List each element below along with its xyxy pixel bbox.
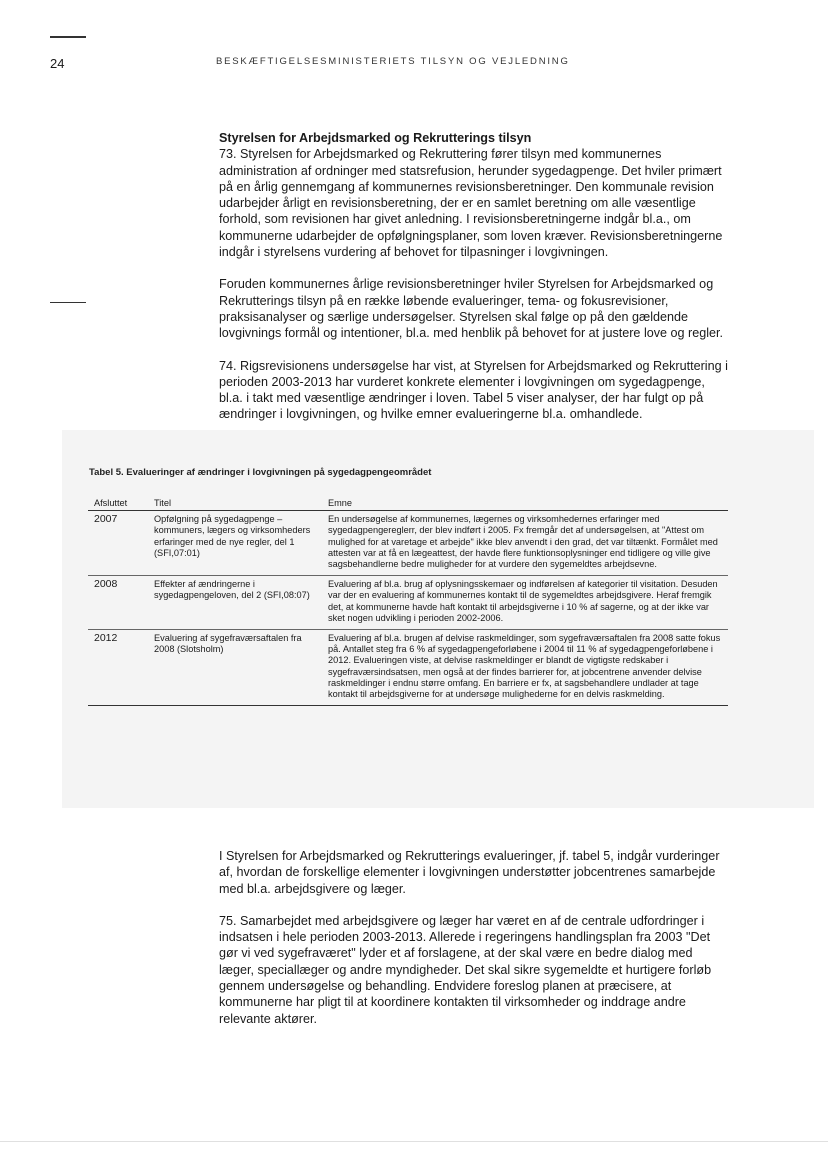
cell-title: Evaluering af sygefraværsaftalen fra 2008 (Slotsholm) [148,630,322,706]
cell-topic: Evaluering af bl.a. brug af oplysningsskemaer og indførelsen af kategorier til visitation. Desuden var der en evaluering af kommunernes kontakt til de sygemeldtes arbejdsgivere. Heraf fremgik det, at kommunerne havde haft kontakt til arbejdsgiverne i 10 % af sagerne, og at der ikke var sket nogen udvikling i perioden 2002-2006. [322,576,728,630]
cell-year: 2008 [88,576,148,630]
cell-topic: En undersøgelse af kommunernes, lægernes og virksomhedernes erfaringer med sygedagpengereglerr, der blev indført i 2005. Fx fremgår det af undersøgelsen, at "Attest om mulighed for at varetage et arbejde" ikke blev anvendt i den grad, det var tiltænkt. Formålet med attesten var at få en lægeattest, der havde flere funktionsoplysninger end tidligere og ville give sagsbehandlerne bedre muligheder for at vurdere den sygemeldtes arbejdsevne. [322,511,728,576]
paragraph-74: 74. Rigsrevisionens undersøgelse har vist, at Styrelsen for Arbejdsmarked og Rekruttering i perioden 2003-2013 har vurderet konkrete elementer i lovgivningen om sygedagpenge, bl.a. i takt med væsentlige ændringer i loven. Tabel 5 viser analyser, der har fulgt op på ændringer i lovgivningen, og hvilke emner evalueringerne bl.a. omhandlede. [219,358,728,422]
section-body [219,130,729,439]
paragraph-after-table: I Styrelsen for Arbejdsmarked og Rekrutterings evalueringer, jf. tabel 5, indgår vurderinger af, hvordan de forskellige elementer i lovgivningen understøtter jobcentrenes samarbejde med bl.a. arbejdsgivere og læger. [219,849,720,896]
page-number: 24 [50,56,65,71]
header-rule [50,36,86,38]
cell-title: Effekter af ændringerne i sygedagpengeloven, del 2 (SFI,08:07) [148,576,322,630]
cell-year: 2007 [88,511,148,576]
col-header-emne: Emne [322,497,728,511]
table-row [88,630,728,706]
evaluation-table [88,497,728,706]
margin-rule [50,302,86,303]
table-caption: Tabel 5. Evalueringer af ændringer i lovgivningen på sygedagpengeområdet [89,467,432,478]
cell-title: Opfølgning på sygedagpenge – kommuners, lægers og virksomheders erfaringer med de nye regler, del 1 (SFI,07:01) [148,511,322,576]
table-header-row [88,497,728,511]
section-heading: Styrelsen for Arbejdsmarked og Rekrutterings tilsyn [219,131,532,145]
after-table-body [219,848,729,1043]
table-row [88,576,728,630]
running-head: BESKÆFTIGELSESMINISTERIETS TILSYN OG VEJLEDNING [216,56,570,67]
col-header-afsluttet: Afsluttet [88,497,148,511]
paragraph-75: 75. Samarbejdet med arbejdsgivere og læger har været en af de centrale udfordringer i indsatsen i hele perioden 2003-2013. Allerede i regeringens handlingsplan fra 2003 "Det gør vi ved sygefraværet" lyder et af forslagene, at der skal være en bedre dialog med læger, speciallæger og andre myndigheder. Det skal sikre sygemeldte et hurtigere forløb gennem undersøgelse og behandling. Endvidere foreslog planen at præcisere, at kommunerne har pligt til at koordinere kontakten til virksomheder og inddrage andre relevante aktører. [219,913,712,1026]
paragraph-foruden: Foruden kommunernes årlige revisionsberetninger hviler Styrelsen for Arbejdsmarked og Rekrutterings tilsyn på en række løbende evalueringer, tema- og fokusrevisioner, praksisanalyser og særlige undersøgelser. Styrelsen skal følge op på den gældende lovgivnings formål og intentioner, bl.a. med henblik på behovet for at justere love og regler. [219,277,724,341]
col-header-titel: Titel [148,497,322,511]
cell-topic: Evaluering af bl.a. brugen af delvise raskmeldinger, som sygefraværsaftalen fra 2008 satte fokus på. Antallet steg fra 6 % af sygedagpengeforløbene i 2004 til 11 % af sygedagpengeforløbene i 2012. Evalueringen viste, at delvise raskmeldinger er blandt de vigtigste redskaber i sygefraværsindsatsen, men også at der findes barrierer for, at jobcentrene anvender delvise raskmeldinger i endnu større omfang. En barriere er fx, at sagsbehandlere undlader at tage kontakt til arbejdsgiverne for at undersøge mulighederne for en delvis raskmelding. [322,630,728,706]
cell-year: 2012 [88,630,148,706]
table-row [88,511,728,576]
bottom-rule [0,1141,828,1142]
paragraph-73: 73. Styrelsen for Arbejdsmarked og Rekruttering fører tilsyn med kommunernes administration af ordninger med statsrefusion, herunder sygedagpenge. Det hviler primært på en årlig gennemgang af kommunernes revisionsberetninger. Den kommunale revision udarbejder årligt en revisionsberetning, der er en samlet beretning om alle væsentlige forhold, som revisionen har givet anledning. I revisionsberetningerne indgår bl.a., om kommunerne udarbejder de opfølgningsplaner, som loven kræver. Revisionsberetningerne indgår i styrelsens vurdering af behovet for tilpasninger i lovgivningen. [219,147,723,260]
